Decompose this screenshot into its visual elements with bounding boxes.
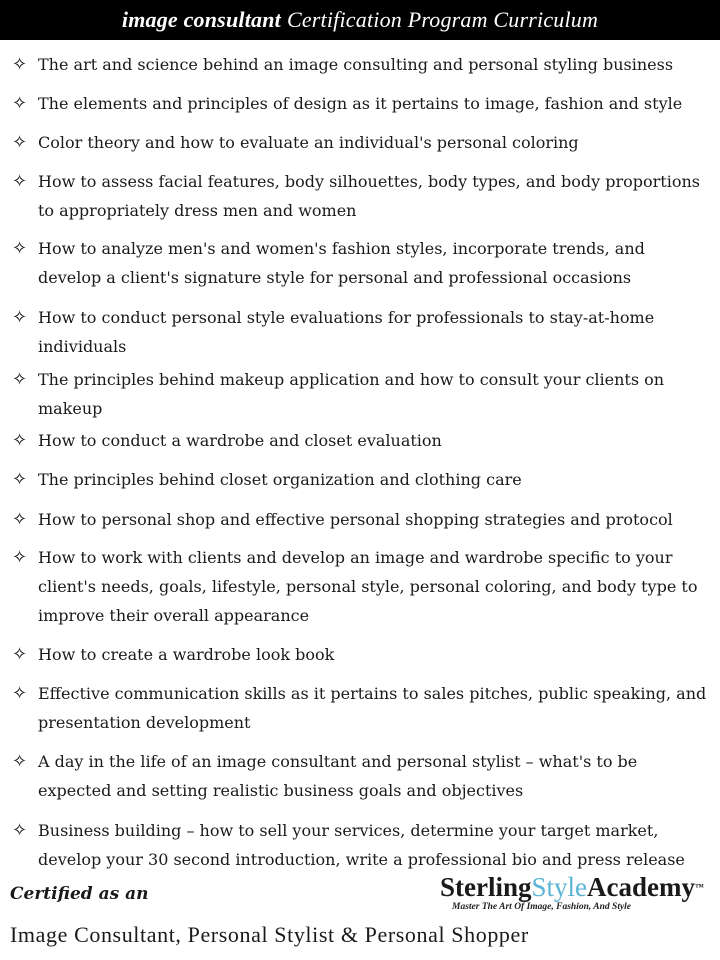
list-item-text: The art and science behind an image consulting and personal styling business — [38, 55, 674, 74]
star-bullet-icon: ✧ — [12, 644, 28, 665]
list-item — [12, 128, 712, 157]
star-bullet-icon: ✧ — [12, 369, 28, 390]
list-item-text: How to personal shop and effective personal shopping strategies and protocol — [38, 510, 673, 529]
star-bullet-icon: ✧ — [12, 171, 28, 192]
list-item-text: The principles behind closet organization and clothing care — [38, 470, 522, 489]
star-bullet-icon: ✧ — [12, 469, 28, 490]
logo-word-style: Style — [531, 872, 588, 902]
star-bullet-icon: ✧ — [12, 820, 28, 841]
certification-title: Image Consultant, Personal Stylist & Personal Shopper — [10, 922, 529, 947]
star-bullet-icon: ✧ — [12, 132, 28, 153]
certified-label: Certified as an — [10, 884, 149, 904]
list-item-text: The principles behind makeup application and how to consult your clients on makeup — [38, 370, 665, 418]
star-bullet-icon: ✧ — [12, 683, 28, 704]
star-bullet-icon: ✧ — [12, 509, 28, 530]
list-item — [12, 465, 712, 494]
page-title: Certification Program Curriculum — [286, 7, 599, 32]
list-item-text: How to conduct a wardrobe and closet evaluation — [38, 431, 442, 450]
trademark-symbol: ™ — [695, 882, 704, 892]
star-bullet-icon: ✧ — [12, 238, 28, 259]
list-item — [12, 365, 712, 423]
logo-wordmark — [440, 872, 704, 902]
list-item — [12, 303, 712, 361]
list-item — [12, 89, 712, 118]
list-item — [12, 543, 712, 630]
logo-tagline: Master The Art Of Image, Fashion, And Style — [452, 902, 632, 912]
list-item — [12, 747, 712, 805]
logo-word-sterling: Sterling — [440, 872, 532, 902]
header-brand: image consultant — [121, 7, 281, 32]
star-bullet-icon: ✧ — [12, 307, 28, 328]
logo-word-academy: Academy — [587, 872, 695, 902]
list-item — [12, 234, 712, 292]
title-bar — [0, 0, 720, 40]
list-item — [12, 426, 712, 455]
list-item — [12, 679, 712, 737]
list-item-text: Effective communication skills as it pertains to sales pitches, public speaking, and presentation development — [38, 684, 707, 732]
list-item — [12, 816, 712, 874]
list-item — [12, 167, 712, 225]
sterling-style-academy-logo — [440, 872, 704, 912]
list-item-text: The elements and principles of design as it pertains to image, fashion and style — [38, 94, 683, 113]
list-item — [12, 640, 712, 669]
list-item-text: How to assess facial features, body silhouettes, body types, and body proportions to appropriately dress men and women — [38, 172, 700, 220]
list-item-text: How to conduct personal style evaluations for professionals to stay-at-home individuals — [38, 308, 655, 356]
star-bullet-icon: ✧ — [12, 54, 28, 75]
star-bullet-icon: ✧ — [12, 430, 28, 451]
list-item — [12, 50, 712, 79]
list-item-text: How to create a wardrobe look book — [38, 645, 335, 664]
star-bullet-icon: ✧ — [12, 751, 28, 772]
list-item-text: Business building – how to sell your services, determine your target market, develop your 30 second introduction, write a professional bio and press release — [38, 821, 685, 869]
list-item-text: Color theory and how to evaluate an individual's personal coloring — [38, 133, 579, 152]
list-item — [12, 505, 712, 534]
star-bullet-icon: ✧ — [12, 547, 28, 568]
list-item-text: How to analyze men's and women's fashion styles, incorporate trends, and develop a client's signature style for personal and professional occasions — [38, 239, 645, 287]
star-bullet-icon: ✧ — [12, 93, 28, 114]
list-item-text: How to work with clients and develop an image and wardrobe specific to your client's needs, goals, lifestyle, personal style, personal coloring, and body type to improve their overall appearance — [38, 548, 698, 625]
list-item-text: A day in the life of an image consultant and personal stylist – what's to be expected and setting realistic business goals and objectives — [38, 752, 638, 800]
